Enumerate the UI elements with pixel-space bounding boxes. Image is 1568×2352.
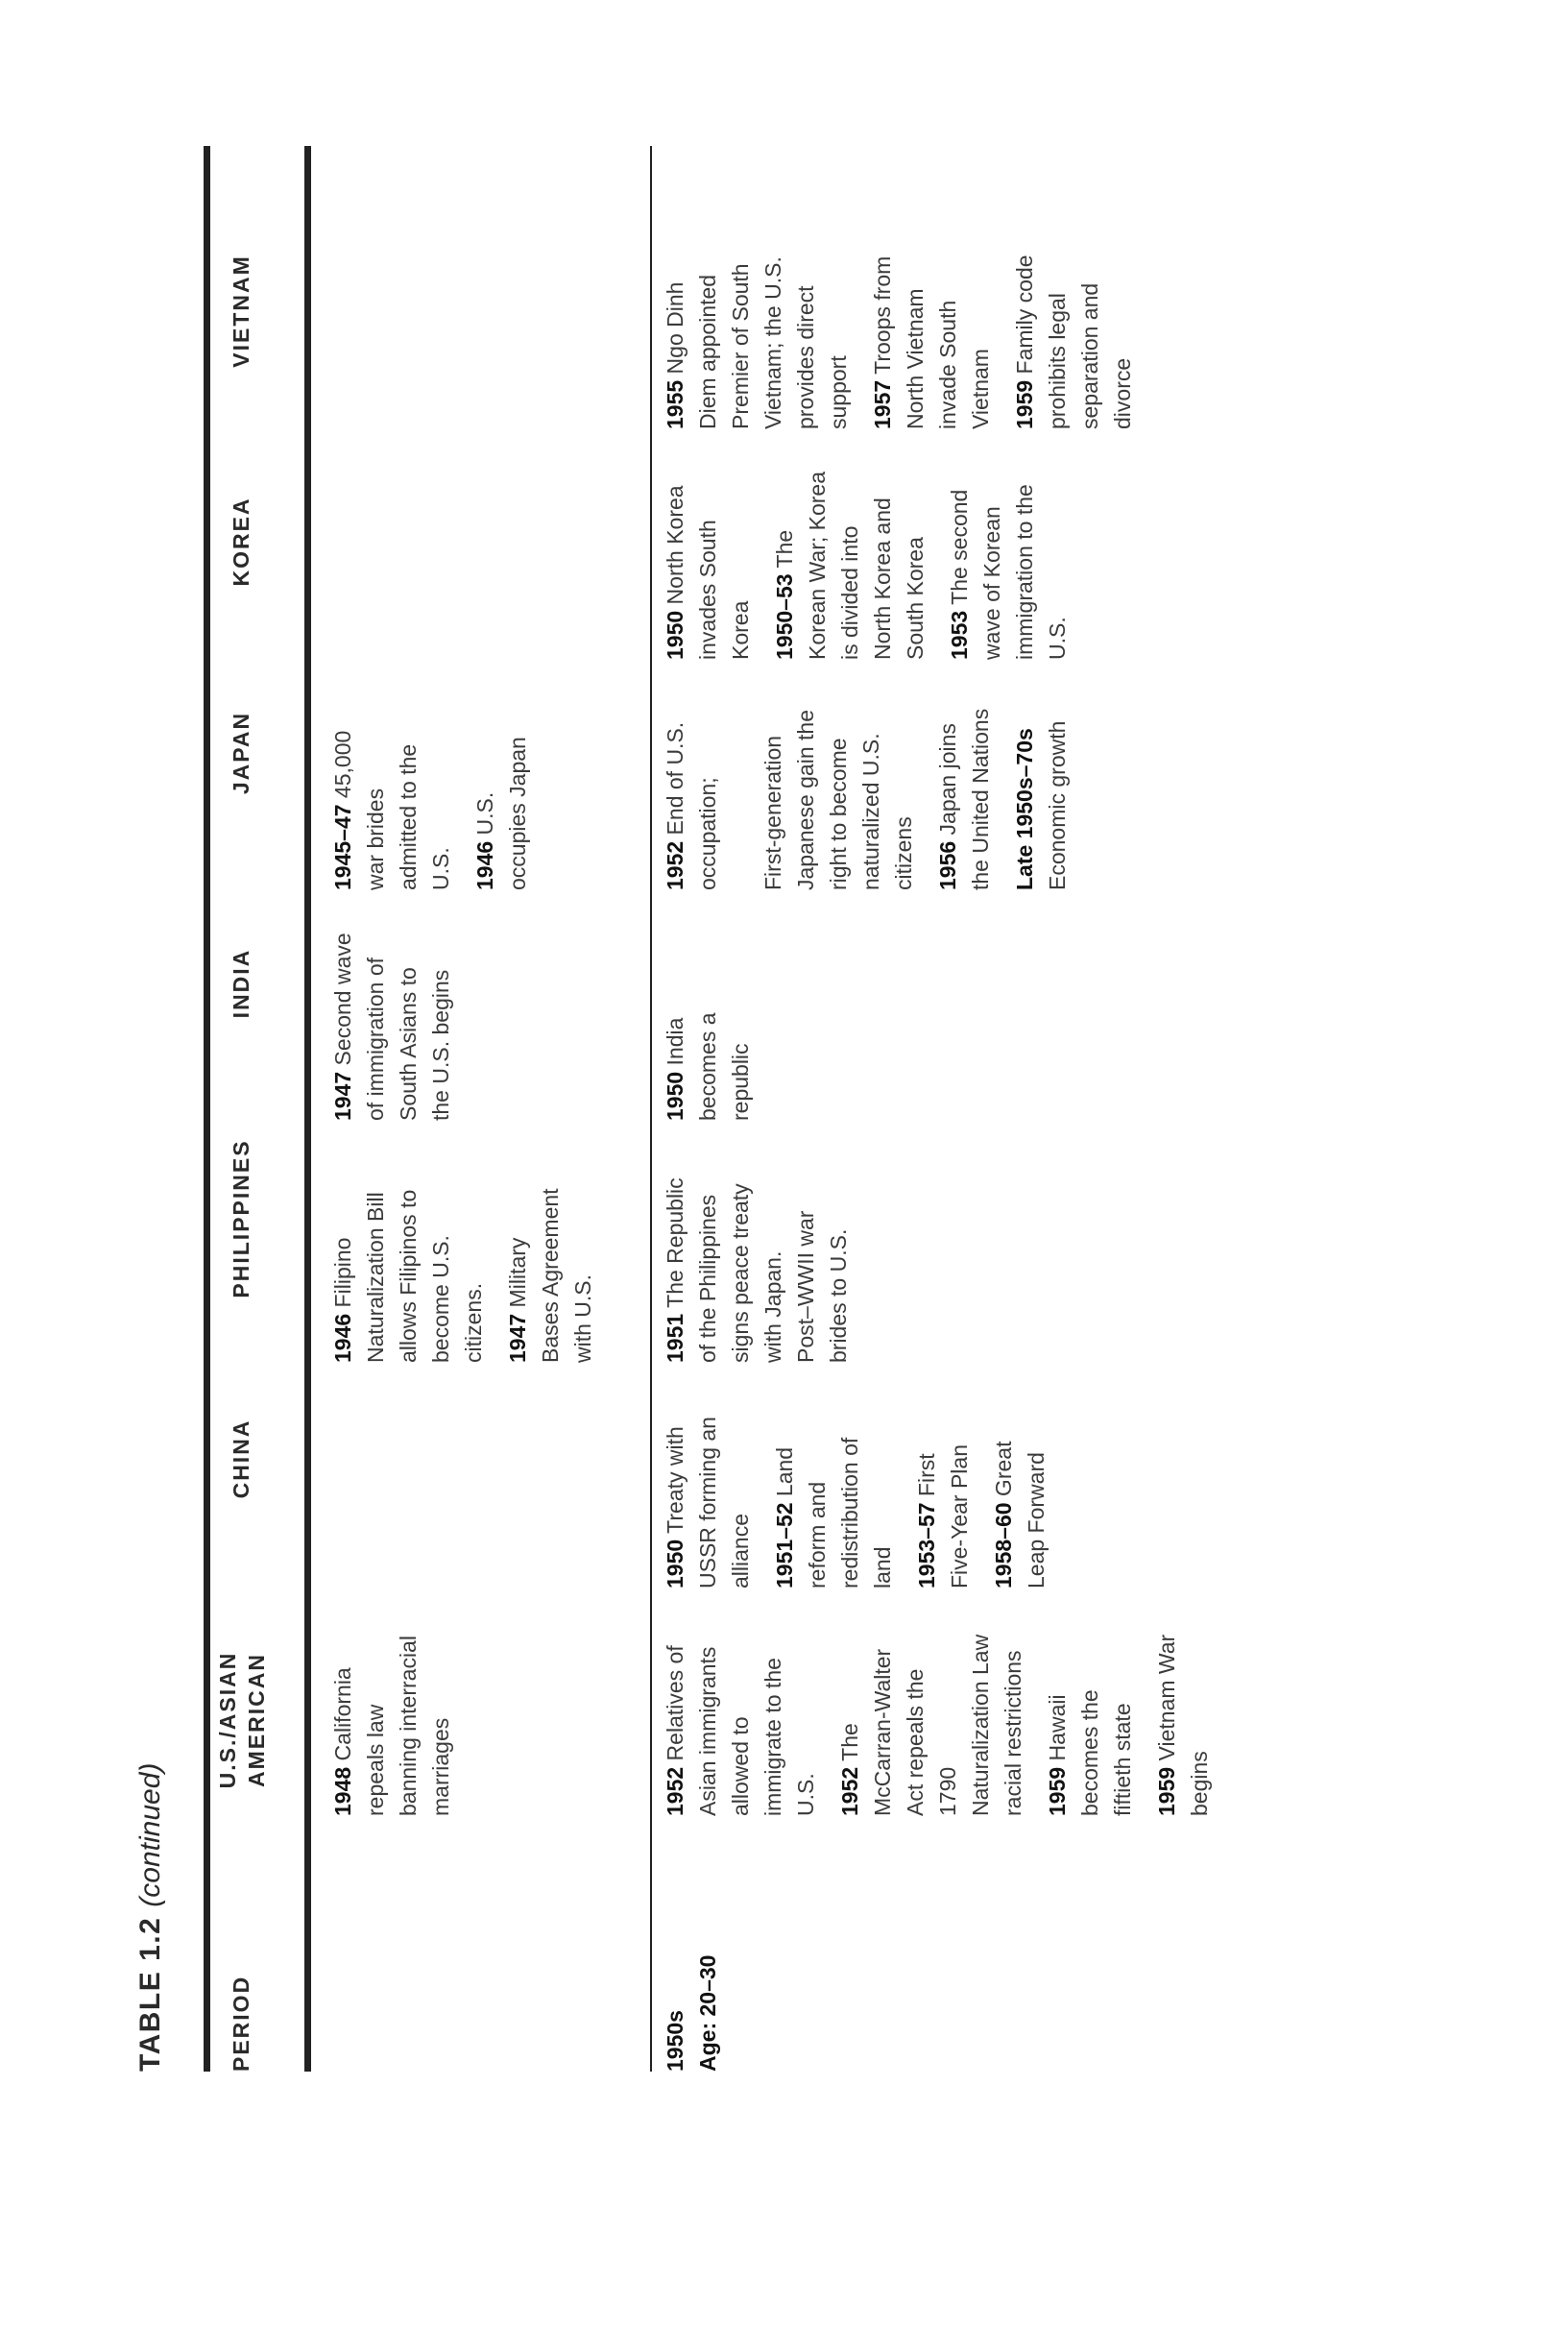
entry-year: 1950 xyxy=(663,1539,688,1588)
entry-text: The Republic of the Philippines signs peace treaty with Japan. Post–WWII war brides to U.S. xyxy=(663,1177,851,1363)
entry-text: Second wave of immigration of South Asians to the U.S. begins xyxy=(330,933,453,1121)
entry-text: Relatives of Asian immigrants allowed to immigrate to the U.S. xyxy=(663,1645,818,1816)
timeline-entry xyxy=(469,669,534,890)
cell-us-row1 xyxy=(326,1576,469,1816)
entry-text: Vietnam War begins xyxy=(1154,1634,1212,1816)
entry-year: 1951–52 xyxy=(772,1502,797,1588)
timeline-entry xyxy=(659,199,855,429)
period-age: Age: 20–30 xyxy=(695,1954,720,2072)
entry-year: 1958–60 xyxy=(991,1502,1016,1588)
entry-text: California repeals law banning interracial marriages xyxy=(330,1636,453,1816)
period-label: 1950s xyxy=(663,2010,688,2072)
entry-year: 1945–47 xyxy=(330,804,355,890)
timeline-entry xyxy=(768,439,931,660)
entry-text: The second wave of Korean immigration to the U.S. xyxy=(947,484,1070,660)
cell-vietnam-row2 xyxy=(659,199,1150,429)
entry-year: 1952 xyxy=(663,840,688,890)
entry-year: 1956 xyxy=(935,840,960,890)
entry-text: U.S. occupies Japan xyxy=(472,737,530,890)
header-philippines: PHILIPPINES xyxy=(229,1139,253,1298)
table-top-rule xyxy=(204,146,210,2072)
table-label: TABLE 1.2 xyxy=(134,1916,166,2072)
entry-text: The McCarran-Walter Act repeals the 1790 Naturalization Law racial restrictions xyxy=(837,1634,1025,1816)
entry-year: 1959 xyxy=(1045,1766,1070,1816)
timeline-entry xyxy=(659,669,920,890)
entry-text: Treaty with USSR forming an alliance xyxy=(663,1417,753,1588)
timeline-entry xyxy=(659,900,757,1121)
entry-text: The Korean War; Korea is divided into North Korea and South Korea xyxy=(772,471,928,660)
entry-year: 1955 xyxy=(663,379,688,429)
timeline-entry xyxy=(943,439,1073,660)
cell-india-row2 xyxy=(659,900,768,1121)
entry-year: 1950 xyxy=(663,1071,688,1121)
entry-year: 1946 xyxy=(472,840,497,890)
entry-text: Family code prohibits legal separation and divorce xyxy=(1012,255,1135,429)
timeline-entry xyxy=(659,439,757,660)
cell-japan-row1 xyxy=(326,669,545,890)
timeline-entry xyxy=(326,1132,490,1363)
header-japan: JAPAN xyxy=(229,711,253,795)
entry-text: Troops from North Vietnam invade South Vietnam xyxy=(870,255,993,429)
entry-year: 1947 xyxy=(330,1071,355,1121)
entry-text: First Five-Year Plan xyxy=(914,1443,972,1588)
timeline-entry xyxy=(910,1368,976,1588)
entry-year: 1959 xyxy=(1012,379,1037,429)
entry-year: 1948 xyxy=(330,1766,355,1816)
header-period: PERIOD xyxy=(229,1975,253,2072)
timeline-entry xyxy=(987,1368,1052,1588)
header-us-asian-american: U.S./ASIAN AMERICAN xyxy=(215,1651,269,1789)
timeline-entry xyxy=(833,1576,1029,1816)
timeline-entry xyxy=(659,1576,822,1816)
entry-text: North Korea invades South Korea xyxy=(663,485,753,660)
row-divider xyxy=(650,146,652,2072)
header-korea: KOREA xyxy=(229,497,253,587)
timeline-entry xyxy=(1041,1576,1139,1816)
cell-philippines-row1 xyxy=(326,1132,611,1363)
entry-year: 1947 xyxy=(505,1313,530,1363)
cell-philippines-row2 xyxy=(659,1132,866,1363)
timeline-entry xyxy=(866,199,997,429)
entry-year: 1950 xyxy=(663,610,688,660)
entry-text: Land reform and redistribution of land xyxy=(772,1437,895,1588)
timeline-entry xyxy=(1150,1576,1216,1816)
timeline-entry xyxy=(326,900,457,1121)
entry-text: End of U.S. occupation; First-generation Japanese gain the right to become naturalized U.S. citizens xyxy=(663,710,916,890)
entry-year: 1951 xyxy=(663,1313,688,1363)
timeline-entry xyxy=(326,1576,457,1816)
entry-text: Great Leap Forward xyxy=(991,1441,1049,1588)
timeline-entry xyxy=(326,669,457,890)
timeline-entry xyxy=(768,1368,899,1588)
header-vietnam: VIETNAM xyxy=(229,255,253,368)
continued-label: (continued) xyxy=(134,1762,166,1907)
header-india: INDIA xyxy=(229,948,253,1019)
entry-text: Hawaii becomes the fiftieth state xyxy=(1045,1689,1135,1816)
entry-text: Military Bases Agreement with U.S. xyxy=(505,1188,595,1363)
entry-year: 1957 xyxy=(870,379,895,429)
entry-year: 1959 xyxy=(1154,1766,1179,1816)
entry-text: Japan joins the United Nations xyxy=(935,708,993,890)
cell-us-row2 xyxy=(659,1576,1227,1816)
cell-china-row2 xyxy=(659,1368,1064,1588)
entry-text: Ngo Dinh Diem appointed Premier of South Vietnam; the U.S. provides direct support xyxy=(663,256,851,429)
header-china: CHINA xyxy=(229,1418,253,1499)
timeline-entry xyxy=(1008,669,1073,890)
entry-year: 1953–57 xyxy=(914,1502,939,1588)
entry-text: Filipino Naturalization Bill allows Filipinos to become U.S. citizens. xyxy=(330,1189,486,1363)
cell-japan-row2 xyxy=(659,669,1085,890)
timeline-entry xyxy=(659,1368,757,1588)
table-caption xyxy=(134,1763,167,2072)
cell-korea-row2 xyxy=(659,439,1085,660)
timeline-entry xyxy=(659,1132,855,1363)
entry-text: Economic growth xyxy=(1045,720,1070,890)
period-cell-row2 xyxy=(659,1955,724,2072)
entry-text: India becomes a republic xyxy=(663,1012,753,1121)
header-bottom-rule xyxy=(304,146,311,2072)
cell-india-row1 xyxy=(326,900,469,1121)
entry-text: 45,000 war brides admitted to the U.S. xyxy=(330,730,453,890)
entry-year: 1953 xyxy=(947,610,972,660)
entry-year: 1952 xyxy=(837,1766,862,1816)
timeline-entry xyxy=(501,1132,599,1363)
timeline-entry xyxy=(1008,199,1139,429)
entry-year: 1950–53 xyxy=(772,573,797,660)
timeline-entry xyxy=(931,669,997,890)
entry-year: Late 1950s–70s xyxy=(1012,728,1037,890)
entry-year: 1952 xyxy=(663,1766,688,1816)
entry-year: 1946 xyxy=(330,1313,355,1363)
